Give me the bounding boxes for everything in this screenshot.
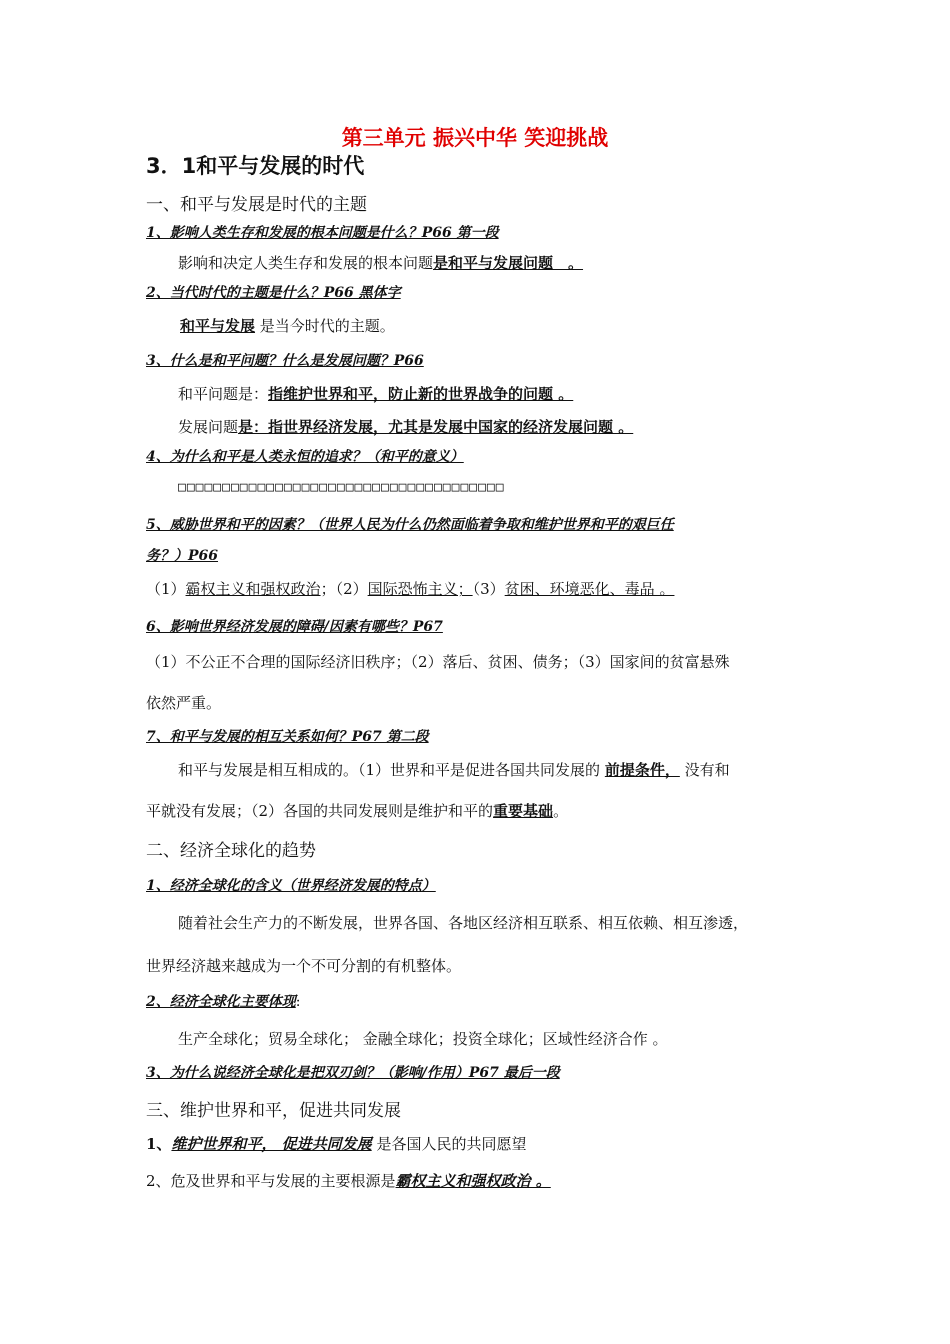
question-6: 6、影响世界经济发展的障碍/因素有哪些？P67: [146, 619, 443, 635]
answer-7-key: 前提条件，: [604, 761, 680, 779]
question-2: 2、当代时代的主题是什么？P66 黑体字: [146, 285, 401, 301]
answer-3b-key: 是：指世界经济发展，尤其是发展中国家的经济发展问题 。: [238, 418, 634, 436]
p3-line-2: [146, 1170, 551, 1191]
p2-answer-1-line2: 世界经济越来越成为一个不可分割的有机整体。: [146, 957, 462, 975]
answer-3a: [178, 383, 573, 404]
question-5-line2: 务？）P66: [146, 548, 219, 564]
answer-1-key: 是和平与发展问题 。: [433, 254, 584, 272]
question-3: 3、什么是和平问题？什么是发展问题？P66: [146, 353, 424, 369]
p2-question-1: 1、经济全球化的含义（世界经济发展的特点）: [146, 878, 436, 894]
p2-question-2-text: 2、经济全球化主要体现: [146, 994, 296, 1010]
p3-line-1: [146, 1133, 526, 1154]
answer-7-line2-key: 重要基础: [493, 802, 554, 820]
answer-3a-key: 指维护世界和平，防止新的世界战争的问题 。: [268, 385, 574, 403]
answer-1: [178, 252, 583, 273]
question-7: 7、和平与发展的相互关系如何？P67 第二段: [146, 729, 429, 745]
p3-line-2-key: 霸权主义和强权政治 。: [395, 1172, 551, 1190]
p3-line-1-key: 维护世界和平， 促进共同发展: [171, 1135, 372, 1153]
p2-question-2-colon: :: [295, 994, 301, 1010]
unit-title: 第三单元 振兴中华 笑迎挑战: [341, 125, 609, 150]
answer-5-item3: 贫困、环境恶化、毒品 。: [504, 580, 675, 598]
answer-5-num3: （3）: [472, 580, 505, 598]
answer-5-item2: 国际恐怖主义；: [367, 580, 473, 598]
answer-3a-text: 和平问题是：: [178, 385, 269, 403]
p3-line-2-text: 2、危及世界和平与发展的主要根源是: [146, 1172, 396, 1190]
p2-question-2: [146, 991, 300, 1011]
answer-2-text: 是当今时代的主题。: [259, 317, 395, 335]
section-heading: 3．1和平与发展的时代: [146, 154, 365, 178]
answer-7-text: 和平与发展是相互相成的。（1）世界和平是促进各国共同发展的: [178, 761, 601, 779]
part2-heading: 二、经济全球化的趋势: [146, 841, 316, 861]
answer-7-line2-text: 平就没有发展；（2）各国的共同发展则是维护和平的: [146, 802, 494, 820]
question-4: 4、为什么和平是人类永恒的追求？（和平的意义）: [146, 449, 464, 465]
part3-heading: 三、维护世界和平，促进共同发展: [146, 1101, 401, 1121]
answer-3b-text: 发展问题: [178, 418, 239, 436]
answer-7-line2: [146, 800, 568, 821]
answer-2-key: 和平与发展: [180, 317, 256, 335]
p3-line-1-text: 是各国人民的共同愿望: [376, 1135, 527, 1153]
answer-1-text: 影响和决定人类生存和发展的根本问题: [178, 254, 434, 272]
answer-2: [180, 315, 395, 336]
answer-5-item1: 霸权主义和强权政治: [185, 580, 321, 598]
question-1: 1、影响人类生存和发展的根本问题是什么？P66 第一段: [146, 225, 499, 241]
p2-answer-2: 生产全球化；贸易全球化； 金融全球化；投资全球化；区域性经济合作 。: [178, 1030, 668, 1048]
answer-6-line2: 依然严重。: [146, 694, 222, 712]
answer-7-line1: [178, 759, 730, 780]
p2-answer-1-line1: 随着社会生产力的不断发展，世界各国、各地区经济相互联系、相互依赖、相互渗透，: [178, 914, 749, 932]
answer-4-placeholder: □□□□□□□□□□□□□□□□□□□□□□□□□□□□□□□□□□□□□: [178, 480, 505, 495]
question-5-line1: 5、威胁世界和平的因素？（世界人民为什么仍然面临着争取和维护世界和平的艰巨任: [146, 517, 674, 533]
answer-5-num2: ；（2）: [320, 580, 368, 598]
answer-5-num1: （1）: [146, 580, 186, 598]
answer-7-tail: 没有和: [684, 761, 730, 779]
answer-5: [146, 578, 674, 599]
answer-6-line1: （1）不公正不合理的国际经济旧秩序；（2）落后、贫困、债务；（3）国家间的贫富悬殊: [146, 653, 730, 671]
answer-7-line2-end: 。: [553, 802, 569, 820]
p2-question-3: 3、为什么说经济全球化是把双刃剑？（影响/作用）P67 最后一段: [146, 1065, 560, 1081]
p3-line-1-num: 1、: [146, 1135, 172, 1153]
part1-heading: 一、和平与发展是时代的主题: [146, 195, 367, 215]
answer-3b: [178, 416, 633, 437]
